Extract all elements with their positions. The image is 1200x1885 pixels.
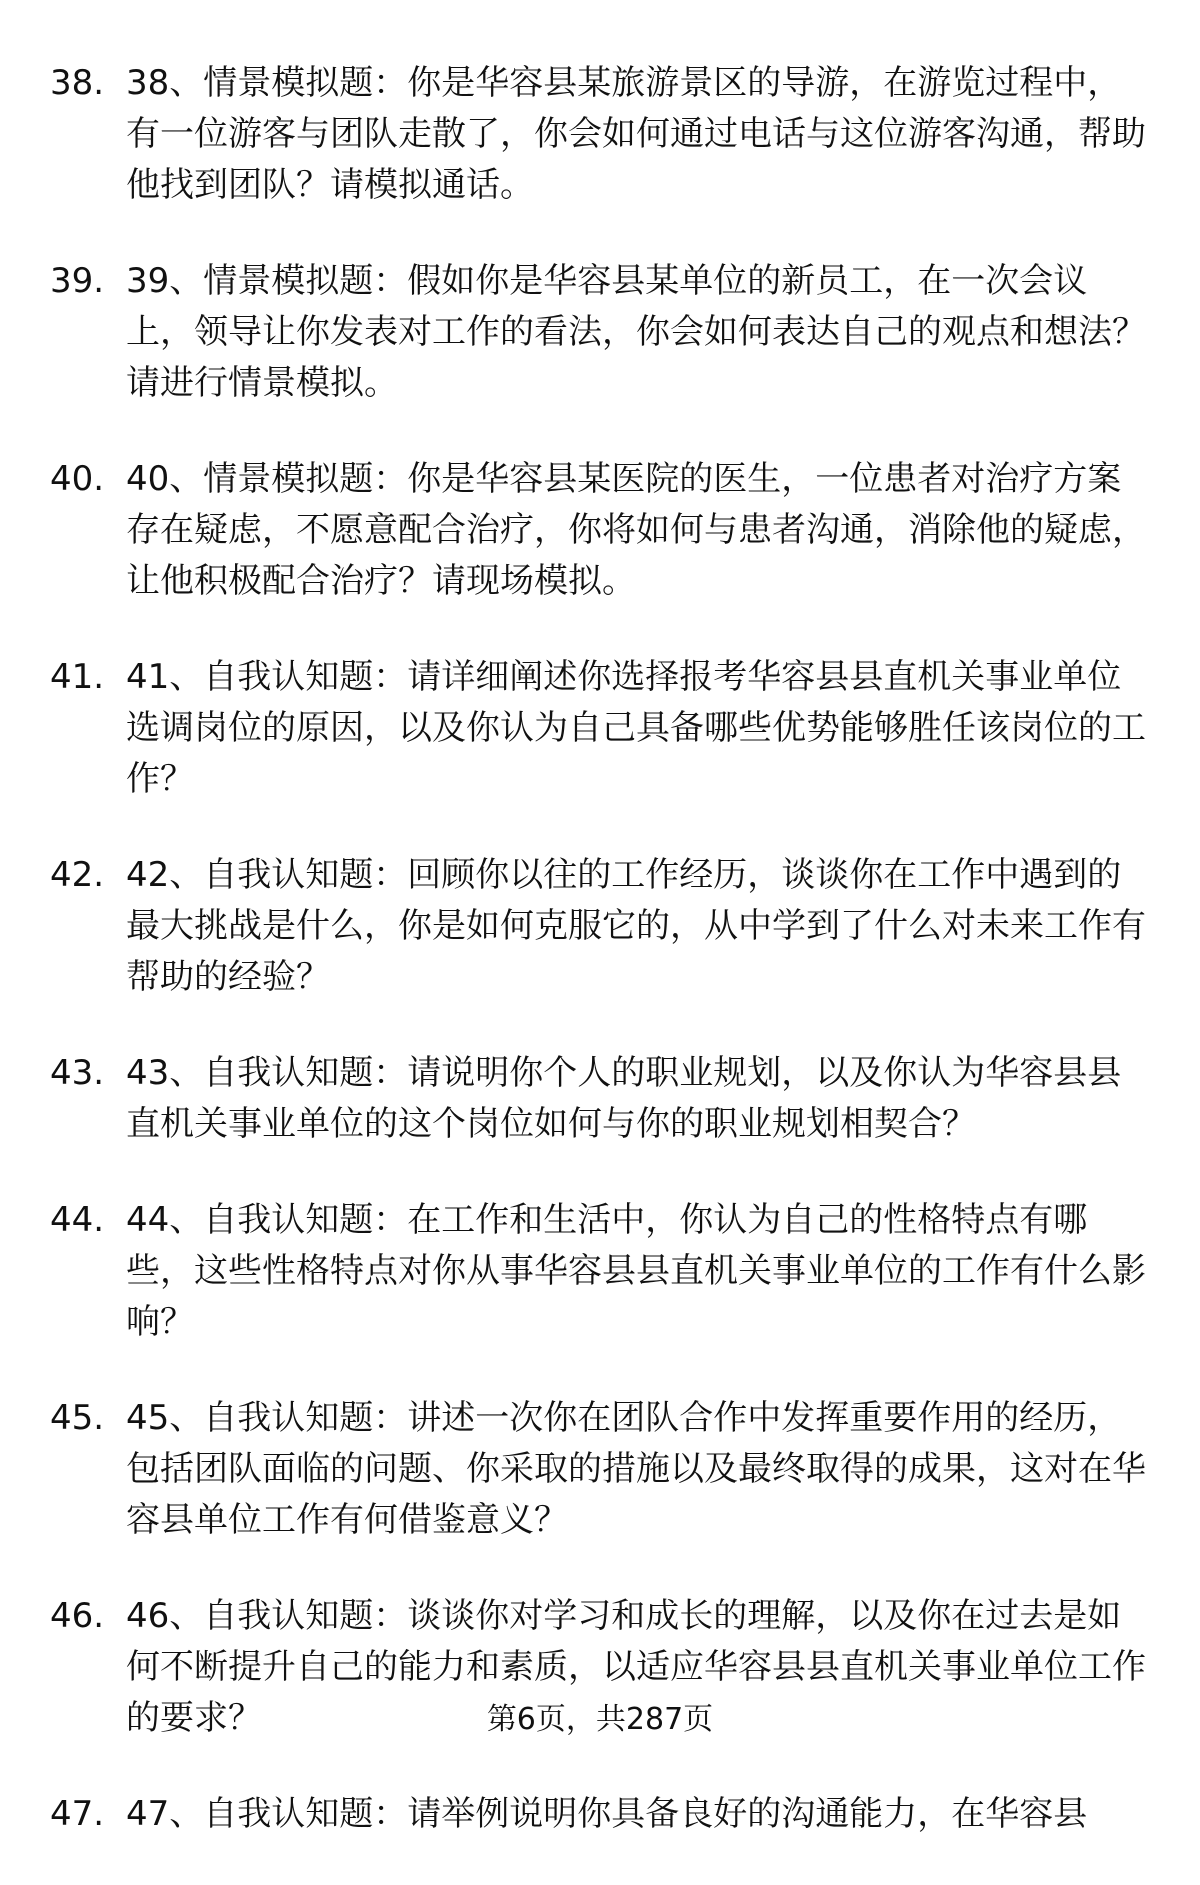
list-item — [0, 454, 1200, 607]
question-text: 40、情景模拟题：你是华容县某医院的医生，一位患者对治疗方案存在疑虑，不愿意配合治疗，你将如何与患者沟通，消除他的疑虑，让他积极配合治疗？请现场模拟。 — [126, 459, 1146, 601]
list-item — [0, 58, 1200, 211]
question-text: 44、自我认知题：在工作和生活中，你认为自己的性格特点有哪些，这些性格特点对你从事华容县县直机关事业单位的工作有什么影响？ — [126, 1200, 1146, 1342]
question-number: 40. — [50, 459, 105, 499]
question-list — [0, 58, 1200, 1885]
list-item — [0, 1048, 1200, 1150]
page-number-footer: 第6页，共287页 — [486, 1702, 714, 1737]
question-number: 43. — [50, 1053, 105, 1093]
list-item — [0, 652, 1200, 805]
list-item — [0, 1195, 1200, 1348]
question-text: 46、自我认知题：谈谈你对学习和成长的理解，以及你在过去是如何不断提升自己的能力和素质，以适应华容县县直机关事业单位工作的要求？ — [126, 1596, 1146, 1738]
question-number: 41. — [50, 657, 105, 697]
question-text: 41、自我认知题：请详细阐述你选择报考华容县县直机关事业单位选调岗位的原因，以及你认为自己具备哪些优势能够胜任该岗位的工作？ — [126, 657, 1146, 799]
list-item — [0, 1393, 1200, 1546]
question-number: 44. — [50, 1200, 105, 1240]
question-text: 43、自我认知题：请说明你个人的职业规划，以及你认为华容县县直机关事业单位的这个岗位如何与你的职业规划相契合？ — [126, 1053, 1122, 1144]
question-text: 45、自我认知题：讲述一次你在团队合作中发挥重要作用的经历，包括团队面临的问题、你采取的措施以及最终取得的成果，这对在华容县单位工作有何借鉴意义？ — [126, 1398, 1146, 1540]
question-number: 38. — [50, 63, 105, 103]
list-item — [0, 256, 1200, 409]
list-item — [0, 850, 1200, 1003]
question-text: 42、自我认知题：回顾你以往的工作经历，谈谈你在工作中遇到的最大挑战是什么，你是如何克服它的，从中学到了什么对未来工作有帮助的经验？ — [126, 855, 1146, 997]
question-text: 38、情景模拟题：你是华容县某旅游景区的导游，在游览过程中，有一位游客与团队走散了，你会如何通过电话与这位游客沟通，帮助他找到团队？请模拟通话。 — [126, 63, 1146, 205]
list-item — [0, 1789, 1200, 1840]
question-text: 47、自我认知题：请举例说明你具备良好的沟通能力，在华容县 — [126, 1794, 1088, 1834]
question-number: 42. — [50, 855, 105, 895]
question-number: 45. — [50, 1398, 105, 1438]
question-number: 39. — [50, 261, 105, 301]
question-text: 39、情景模拟题：假如你是华容县某单位的新员工，在一次会议上，领导让你发表对工作的看法，你会如何表达自己的观点和想法？请进行情景模拟。 — [126, 261, 1146, 403]
question-number: 47. — [50, 1794, 105, 1834]
question-number: 46. — [50, 1596, 105, 1636]
